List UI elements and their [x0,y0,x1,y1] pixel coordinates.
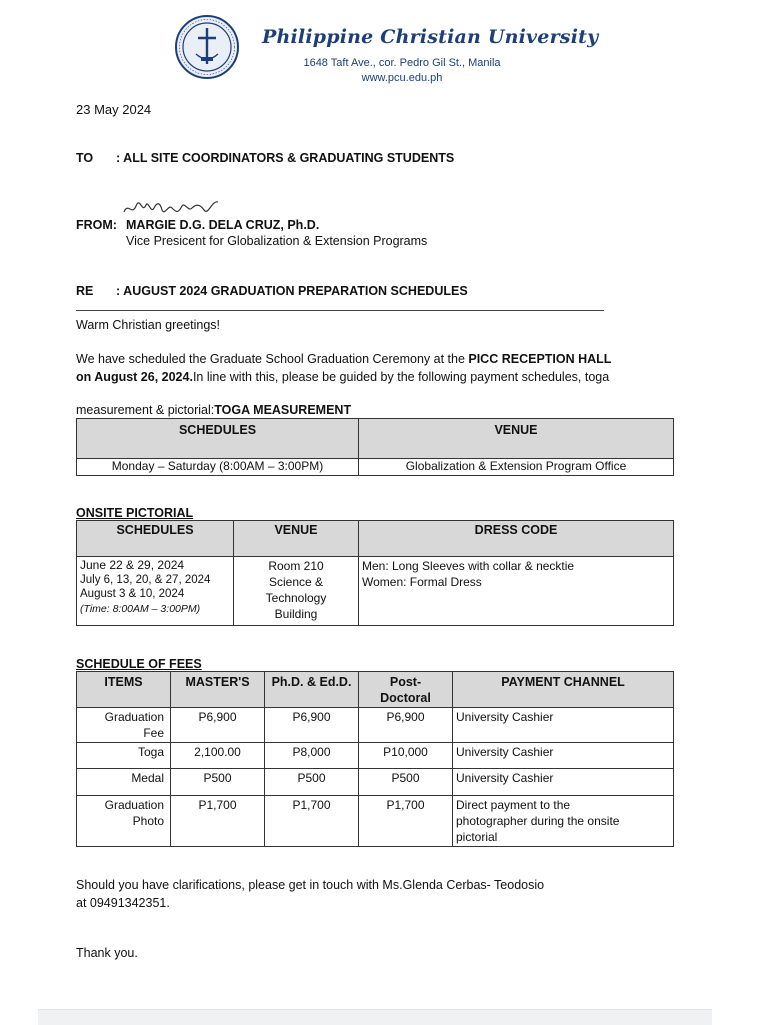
memo-to-value: : ALL SITE COORDINATORS & GRADUATING STUDENTS [116,151,455,165]
intro-line-3 [76,401,351,419]
onsite-pictorial-table [76,520,674,626]
viewer-bottom-bar [38,1009,712,1025]
venue-line: Room 210 [268,559,324,573]
col-header-schedules: SCHEDULES [77,419,359,459]
fee-item-cell: Graduation Photo [77,796,171,847]
intro-venue: PICC RECEPTION HALL [468,352,612,366]
table-row [77,769,674,796]
fee-masters-cell: P500 [171,769,265,796]
fee-masters-cell: P6,900 [171,708,265,743]
closing-line: at 09491342351. [76,896,170,910]
memo-re-row [76,284,468,298]
venue-line: Science & [268,575,324,589]
col-header-payment-channel: PAYMENT CHANNEL [453,672,674,708]
table-row [77,796,674,847]
table-row [77,459,674,476]
col-header-schedules: SCHEDULES [77,521,234,557]
intro-paragraph [76,350,676,386]
intro-text-2: In line with this, please be guided by the following payment schedules, toga [192,370,610,384]
col-header-venue: VENUE [234,521,359,557]
pictorial-date: July 6, 13, 20, & 27, 2024 [80,573,211,586]
fee-channel-cell: University Cashier [453,743,674,769]
fee-phd-cell: P6,900 [265,708,359,743]
intro-text-3: measurement & pictorial: [76,403,215,417]
thank-you: Thank you. [76,946,138,960]
closing-line: Should you have clarifications, please get in touch with Ms.Glenda Cerbas- Teodosio [76,878,545,892]
university-address: 1648 Taft Ave., cor. Pedro Gil St., Manila [303,57,501,69]
memo-from-row [76,218,319,232]
university-website: www.pcu.edu.ph [361,72,443,84]
venue-line: Building [274,607,318,621]
fee-phd-cell: P1,700 [265,796,359,847]
memo-from-label: FROM: [76,218,117,232]
memo-re-label: RE [76,284,94,298]
pictorial-schedule-cell [77,557,234,626]
divider-line [76,310,604,311]
col-header-items: ITEMS [77,672,171,708]
closing-paragraph [76,876,544,912]
toga-measurement-table [76,418,674,476]
fee-masters-cell: 2,100.00 [171,743,265,769]
memo-to-label: TO [76,151,94,165]
memo-to-row [76,151,454,165]
table-row [77,708,674,743]
venue-line: Technology [265,591,327,605]
fees-title: SCHEDULE OF FEES [76,657,202,671]
fee-item-cell: Medal [77,769,171,796]
pictorial-title: ONSITE PICTORIAL [76,506,194,520]
toga-measurement-title: TOGA MEASUREMENT [214,403,352,417]
table-header-row [77,672,674,708]
fee-masters-cell: P1,700 [171,796,265,847]
pictorial-dress-code-cell [359,557,674,626]
university-name: Philippine Christian University [262,26,599,48]
fee-phd-cell: P8,000 [265,743,359,769]
table-header-row [77,419,674,459]
university-address-block [262,56,542,86]
dress-code-line: Women: Formal Dress [362,575,482,589]
table-row [77,743,674,769]
memo-from-name: MARGIE D.G. DELA CRUZ, Ph.D. [126,218,320,232]
fee-channel-cell: Direct payment to the photographer during the onsite pictorial [453,796,674,847]
table-row [77,557,674,626]
fee-post-doctoral-cell: P6,900 [359,708,453,743]
col-header-phd-edd: Ph.D. & Ed.D. [265,672,359,708]
col-header-dress-code: DRESS CODE [359,521,674,557]
memo-date: 23 May 2024 [76,102,152,117]
toga-venue-cell: Globalization & Extension Program Office [359,459,674,476]
memo-re-value: : AUGUST 2024 GRADUATION PREPARATION SCHEDULES [116,284,468,298]
fee-phd-cell: P500 [265,769,359,796]
intro-date: on August 26, 2024. [76,370,193,384]
dress-code-line: Men: Long Sleeves with collar & necktie [362,559,575,573]
pictorial-date: June 22 & 29, 2024 [80,558,185,572]
fee-post-doctoral-cell: P10,000 [359,743,453,769]
university-seal-icon [174,14,240,80]
schedule-of-fees-table [76,671,674,847]
col-header-masters: MASTER'S [171,672,265,708]
fee-channel-cell: University Cashier [453,708,674,743]
table-header-row [77,521,674,557]
pictorial-time: (Time: 8:00AM – 3:00PM) [80,602,201,615]
fee-item-cell: Graduation Fee [77,708,171,743]
col-header-post-doctoral: Post- Doctoral [359,672,453,708]
memo-from-title: Vice Presicent for Globalization & Extension Programs [126,234,428,248]
pictorial-date: August 3 & 10, 2024 [80,588,185,600]
fee-channel-cell: University Cashier [453,769,674,796]
pictorial-venue-cell [234,557,359,626]
greeting: Warm Christian greetings! [76,318,221,332]
fee-post-doctoral-cell: P500 [359,769,453,796]
intro-text-1: We have scheduled the Graduate School Graduation Ceremony at the [76,352,469,366]
col-header-venue: VENUE [359,419,674,459]
signature-image [118,196,228,220]
toga-schedule-cell: Monday – Saturday (8:00AM – 3:00PM) [77,459,359,476]
fee-post-doctoral-cell: P1,700 [359,796,453,847]
fee-item-cell: Toga [77,743,171,769]
